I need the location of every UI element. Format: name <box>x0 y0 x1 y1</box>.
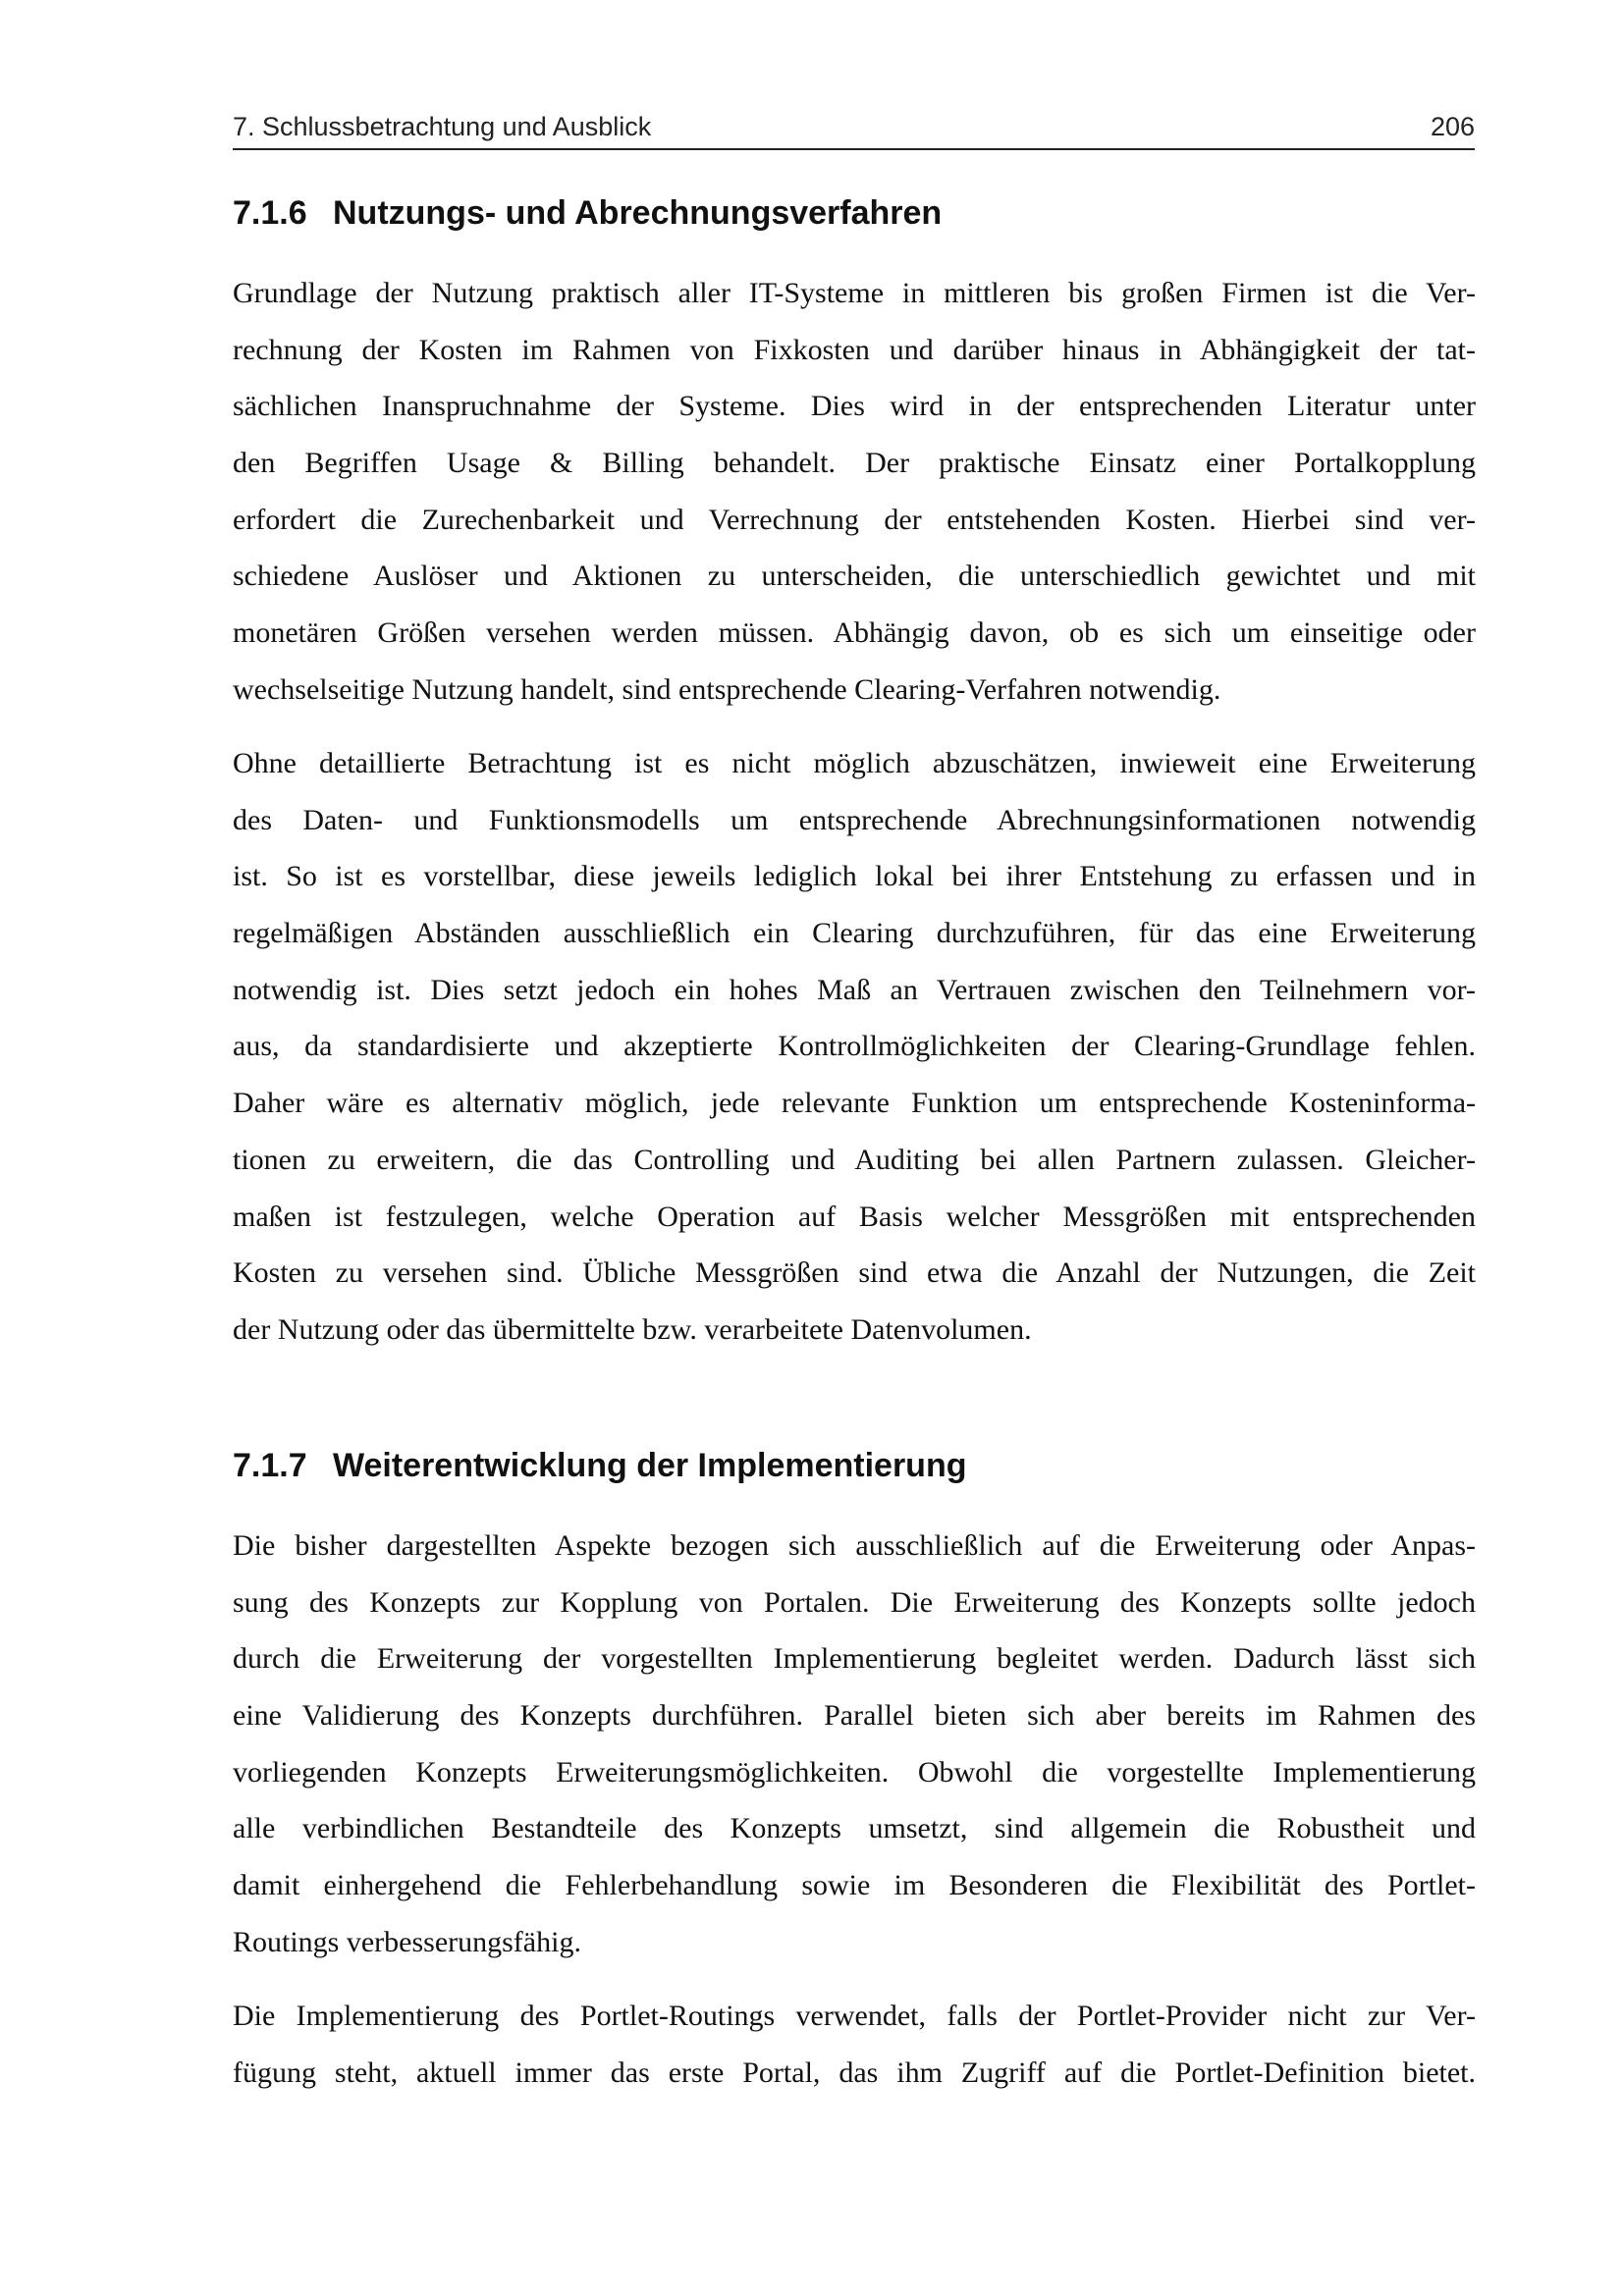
paragraph-clearing <box>233 735 1476 1359</box>
text-line: alle verbindlichen Bestandteile des Konzepts umsetzt, sind allgemein die Robustheit und <box>233 1812 1476 1845</box>
text-line: fügung steht, aktuell immer das erste Portal, das ihm Zugriff auf die Portlet-Definition bietet. <box>233 2056 1476 2089</box>
page-number: 206 <box>1430 112 1475 141</box>
text-line: notwendig ist. Dies setzt jedoch ein hohes Maß an Vertrauen zwischen den Teilnehmern vor- <box>233 973 1476 1006</box>
text-line: Ohne detaillierte Betrachtung ist es nicht möglich abzuschätzen, inwieweit eine Erweiterung <box>233 747 1476 779</box>
text-line: ist. So ist es vorstellbar, diese jeweils lediglich lokal bei ihrer Entstehung zu erfassen und in <box>233 860 1476 893</box>
text-line: durch die Erweiterung der vorgestellten Implementierung begleitet werden. Dadurch lässt sich <box>233 1642 1476 1676</box>
section-heading-7-1-7 <box>233 1446 1475 1485</box>
running-header <box>233 111 1475 150</box>
text-line: rechnung der Kosten im Rahmen von Fixkosten und darüber hinaus in Abhängigkeit der tat- <box>233 333 1476 366</box>
text-line: des Daten- und Funktionsmodells um entsprechende Abrechnungsinformationen notwendig <box>233 803 1476 836</box>
text-line: erfordert die Zurechenbarkeit und Verrechnung der entstehenden Kosten. Hierbei sind ver- <box>233 503 1476 536</box>
section-title: Nutzungs- und Abrechnungsverfahren <box>333 194 943 232</box>
text-line: damit einhergehend die Fehlerbehandlung sowie im Besonderen die Flexibilität des Portlet- <box>233 1869 1476 1902</box>
paragraph-usage-billing <box>233 265 1476 719</box>
text-line: wechselseitige Nutzung handelt, sind entsprechende Clearing-Verfahren notwendig. <box>233 672 1221 706</box>
text-line: sächlichen Inanspruchnahme der Systeme. Dies wird in der entsprechenden Literatur unter <box>233 390 1476 423</box>
text-line: Daher wäre es alternativ möglich, jede relevante Funktion um entsprechende Kosteninforma- <box>233 1087 1476 1120</box>
section-heading-7-1-6 <box>233 193 1475 233</box>
text-line: maßen ist festzulegen, welche Operation auf Basis welcher Messgrößen mit entsprechenden <box>233 1200 1476 1233</box>
text-line: den Begriffen Usage & Billing behandelt. Der praktische Einsatz einer Portalkopplung <box>233 447 1476 480</box>
text-line: eine Validierung des Konzepts durchführen. Parallel bieten sich aber bereits im Rahmen des <box>233 1699 1476 1733</box>
chapter-title: 7. Schlussbetrachtung und Ausblick <box>233 112 652 141</box>
text-line: Die bisher dargestellten Aspekte bezogen sich ausschließlich auf die Erweiterung oder Anpas- <box>233 1529 1476 1562</box>
text-line: Kosten zu versehen sind. Übliche Messgrößen sind etwa die Anzahl der Nutzungen, die Zeit <box>233 1256 1476 1290</box>
text-line: tionen zu erweitern, die das Controlling und Auditing bei allen Partnern zulassen. Gleicher- <box>233 1143 1476 1176</box>
text-line: Grundlage der Nutzung praktisch aller IT-Systeme in mittleren bis großen Firmen ist die Ver- <box>233 277 1476 309</box>
section-number: 7.1.6 <box>233 194 307 232</box>
text-line: aus, da standardisierte und akzeptierte Kontrollmöglichkeiten der Clearing-Grundlage fehlen. <box>233 1030 1476 1063</box>
text-line: monetären Größen versehen werden müssen. Abhängig davon, ob es sich um einseitige oder <box>233 616 1476 650</box>
text-line: schiedene Auslöser und Aktionen zu unterscheiden, die unterschiedlich gewichtet und mit <box>233 560 1476 593</box>
paragraph-portlet-routing <box>233 1988 1476 2101</box>
section-title: Weiterentwicklung der Implementierung <box>333 1447 967 1484</box>
paragraph-implementation <box>233 1518 1476 1971</box>
text-line: regelmäßigen Abständen ausschließlich ein Clearing durchzuführen, für das eine Erweiterung <box>233 917 1476 950</box>
text-line: Die Implementierung des Portlet-Routings verwendet, falls der Portlet-Provider nicht zur Ver- <box>233 2000 1476 2032</box>
text-line: Routings verbesserungsfähig. <box>233 1925 581 1958</box>
text-line: vorliegenden Konzepts Erweiterungsmöglichkeiten. Obwohl die vorgestellte Implementierung <box>233 1755 1476 1789</box>
section-number: 7.1.7 <box>233 1447 307 1484</box>
text-line: sung des Konzepts zur Kopplung von Portalen. Die Erweiterung des Konzepts sollte jedoch <box>233 1585 1476 1619</box>
text-line: der Nutzung oder das übermittelte bzw. verarbeitete Datenvolumen. <box>233 1312 1032 1346</box>
